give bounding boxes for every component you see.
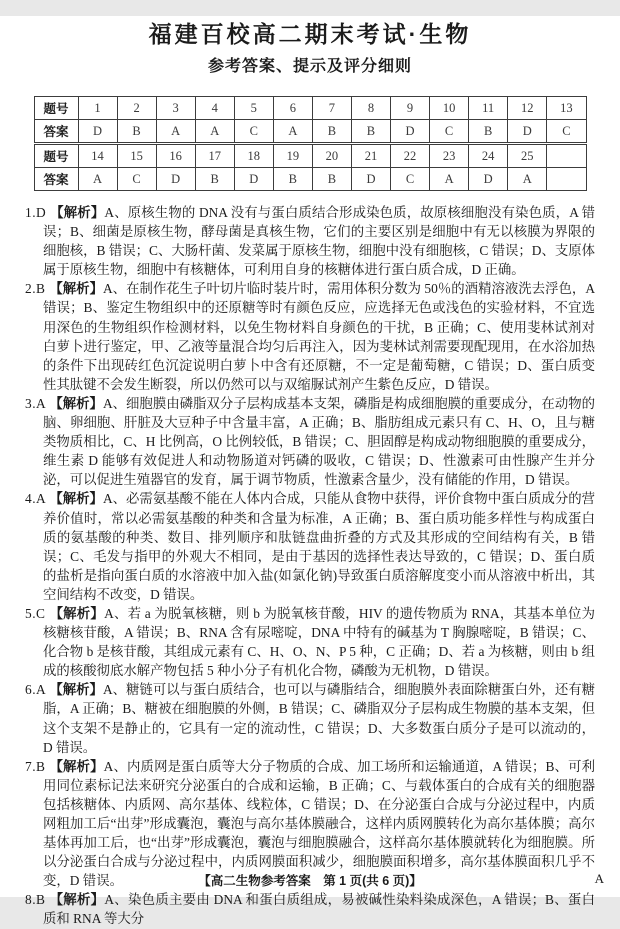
table-cell: C [117,168,156,191]
footer-page-letter: A [594,871,604,886]
table-cell: 9 [391,97,430,120]
table-cell: 2 [117,97,156,120]
table-cell: A [430,168,469,191]
table-cell: 4 [195,97,234,120]
explanation-text: A、必需氨基酸不能在人体内合成，只能从食物中获得，评价食物中蛋白质成分的营养价值时，常以必需氨基酸的种类和含量为标准，A 正确；B、蛋白质功能多样性与构成蛋白质的氨基酸的种类、数目、排列顺序和肽链盘曲折叠的方式及其形成的空间结构有关，B 错误；C、毛发与指甲的外观大不相同，是由于基因的选择性表达导致的，C 错误；D、蛋白质的盐析是指向蛋白质的水溶液中加入盐(如氯化钠)导致蛋白质溶解度变小而从溶液中析出，其空间结构不改变，D 错误。 [43,491,596,602]
table-cell: 3 [156,97,195,120]
table-cell: A [156,120,195,144]
footer-center-text: 【高二生物参考答案 第 1 页(共 6 页)】 [198,874,422,888]
page-footer [0,871,620,889]
table-cell: 19 [273,144,312,168]
table-cell: 5 [234,97,273,120]
row-label: 题号 [34,144,78,168]
explanation-text: A、若 a 为脱氧核糖，则 b 为脱氧核苷酸，HIV 的遗传物质为 RNA，其基本单位为核糖核苷酸，A 错误；B、RNA 含有尿嘧啶，DNA 中特有的碱基为 T 胸腺嘧啶，B 错误；C、化合物 b 是核苷酸，其组成元素有 C、H、O、N、P 5 种，C 正确；D、若 a 为核糖，则由 b 组成的核酸彻底水解产物包括 5 种小分子有机化合物，磷酸为无机物，D 错误。 [43,605,595,679]
table-cell: 10 [430,97,469,120]
table-cell: 6 [273,97,312,120]
row-label: 答案 [34,168,78,191]
explanation-text: A、染色质主要由 DNA 和蛋白质组成，易被碱性染料染成深色，A 错误；B、蛋白质和 RNA 等大分 [43,892,595,927]
answer-table [34,96,587,191]
table-cell: 21 [351,144,390,168]
table-cell [547,144,586,168]
item-number-answer: 1.D [25,205,51,220]
explanation-text: A、细胞膜由磷脂双分子层构成基本支架，磷脂是构成细胞膜的重要成分，在动物的脑、卵细胞、肝脏及大豆种子中含量丰富，A 正确；B、脂肪组成元素只有 C、H、O，且与糖类物质相比，C、H 比例高，O 比例较低，B 错误；C、胆固醇是构成动物细胞膜的重要成分，维生素 D 能够有效促进人和动物肠道对钙磷的吸收，C 错误；D、性激素可由性腺产生并分泌，可以促进生殖器官的发育，属于调节物质，性激素含量少，没有储能的作用，D 错误。 [43,395,596,488]
table-cell: A [78,168,117,191]
explanation-item [25,203,595,279]
table-cell: B [117,120,156,144]
item-number-answer: 5.C [25,605,50,621]
explanation-item [25,279,595,394]
analysis-label: 【解析】 [49,892,105,908]
explanation-text: A、内质网是蛋白质等大分子物质的合成、加工场所和运输通道，A 错误；B、可利用同位素标记法来研究分泌蛋白的合成和运输，B 正确；C、与载体蛋白的合成有关的细胞器包括核糖体、内质网、高尔基体、线粒体，C 错误；D、在分泌蛋白合成与分泌过程中，内质网粗加工后“出芽”形成囊泡，囊泡与高尔基体膜融合，这样内质网膜转化为高尔基体膜；高尔基体再加工后，也“出芽”形成囊泡，囊泡与细胞膜融合，这样高尔基体膜就转化为细胞膜。所以分泌蛋白合成与分泌过程中，内质网膜面积减少，细胞膜面积增多，高尔基体膜面积几乎不变，D 错误。 [43,758,595,889]
table-cell: B [351,120,390,144]
table-cell: 23 [430,144,469,168]
table-cell: 11 [469,97,508,120]
item-number-answer: 2.B [25,281,50,297]
table-cell: 8 [351,97,390,120]
table-cell: C [430,120,469,144]
explanation-list [25,203,595,929]
row-label: 答案 [34,120,78,144]
row-label: 题号 [34,97,78,120]
table-cell: 25 [508,144,547,168]
table-cell: 15 [117,144,156,168]
table-cell: 18 [234,144,273,168]
table-cell: D [234,168,273,191]
table-cell: C [234,120,273,144]
table-cell: D [469,168,508,191]
table-cell: C [391,168,430,191]
table-cell: B [273,168,312,191]
analysis-label: 【解析】 [49,281,103,297]
analysis-label: 【解析】 [49,682,103,698]
table-cell: B [312,120,351,144]
table-cell: A [195,120,234,144]
analysis-label: 【解析】 [49,491,103,507]
explanation-item [25,604,595,680]
table-cell: D [78,120,117,144]
table-cell: A [508,168,547,191]
table-cell: D [351,168,390,191]
item-number-answer: 3.A [25,395,50,411]
analysis-label: 【解析】 [49,605,105,621]
table-cell: B [195,168,234,191]
exam-answer-sheet-page [0,16,620,927]
table-cell: C [547,120,586,144]
table-cell: 13 [547,97,586,120]
answer-letter-row [34,120,586,144]
item-number-answer: 8.B [25,892,50,908]
analysis-label: 【解析】 [49,758,104,774]
table-cell: 24 [469,144,508,168]
table-cell: 20 [312,144,351,168]
table-cell: B [469,120,508,144]
table-cell: B [312,168,351,191]
explanation-text: A、在制作花生子叶切片临时装片时，需用体积分数为 50％的酒精溶液洗去浮色，A 错误；B、鉴定生物组织中的还原糖等时有颜色反应，应选择无色或浅色的实验材料，不宜选用深色的生物组织作检测材料，以免生物材料自身颜色的干扰，B 正确；C、使用斐林试剂对白萝卜进行鉴定，甲、乙液等量混合均匀后再注入，因为斐林试剂需要现配现用，在水浴加热的条件下出现砖红色沉淀说明白萝卜中含有还原糖，不一定是葡萄糖，C 错误；D、蛋白质变性其肽键不会发生断裂，所以仍然可以与双缩脲试剂产生紫色反应，D 错误。 [43,281,596,392]
table-cell: 16 [156,144,195,168]
page-subtitle: 参考答案、提示及评分细则 [207,58,412,75]
item-number-answer: 4.A [25,491,50,507]
item-number-answer: 7.B [25,758,50,774]
table-cell: D [156,168,195,191]
analysis-label: 【解析】 [49,395,103,411]
explanation-item [25,394,595,489]
table-cell: 7 [312,97,351,120]
question-number-row [34,144,586,168]
explanation-item [25,489,595,604]
explanation-item [25,680,595,756]
answer-letter-row [34,168,586,191]
page-title: 福建百校高二期末考试·生物 [148,21,472,47]
table-cell: A [273,120,312,144]
table-cell [547,168,586,191]
table-cell: 22 [391,144,430,168]
table-cell: 1 [78,97,117,120]
explanation-text: A、原核生物的 DNA 没有与蛋白质结合形成染色质，故原核细胞没有染色质，A 错误；B、细菌是原核生物，酵母菌是真核生物，它们的主要区别是细胞中有无以核膜为界限的细胞核，B 错误；C、大肠杆菌、发菜属于原核生物，细胞中没有细胞核，C 错误；D、支原体属于原核生物，细胞中有核糖体，可利用自身的核糖体进行蛋白质合成，D 正确。 [43,205,596,278]
table-cell: D [391,120,430,144]
item-number-answer: 6.A [25,682,50,698]
question-number-row [34,97,586,120]
table-cell: D [508,120,547,144]
explanation-text: A、糖链可以与蛋白质结合，也可以与磷脂结合，细胞膜外表面除糖蛋白外，还有糖脂，A 正确；B、糖被在细胞膜的外侧，B 错误；C、磷脂双分子层构成生物膜的基本支架，但这个支架不是静止的，它具有一定的流动性，C 错误；D、大多数蛋白质分子是可以流动的，D 错误。 [43,682,596,755]
analysis-label: 【解析】 [50,205,105,220]
explanation-item [25,890,595,928]
table-cell: 17 [195,144,234,168]
table-cell: 12 [508,97,547,120]
table-cell: 14 [78,144,117,168]
